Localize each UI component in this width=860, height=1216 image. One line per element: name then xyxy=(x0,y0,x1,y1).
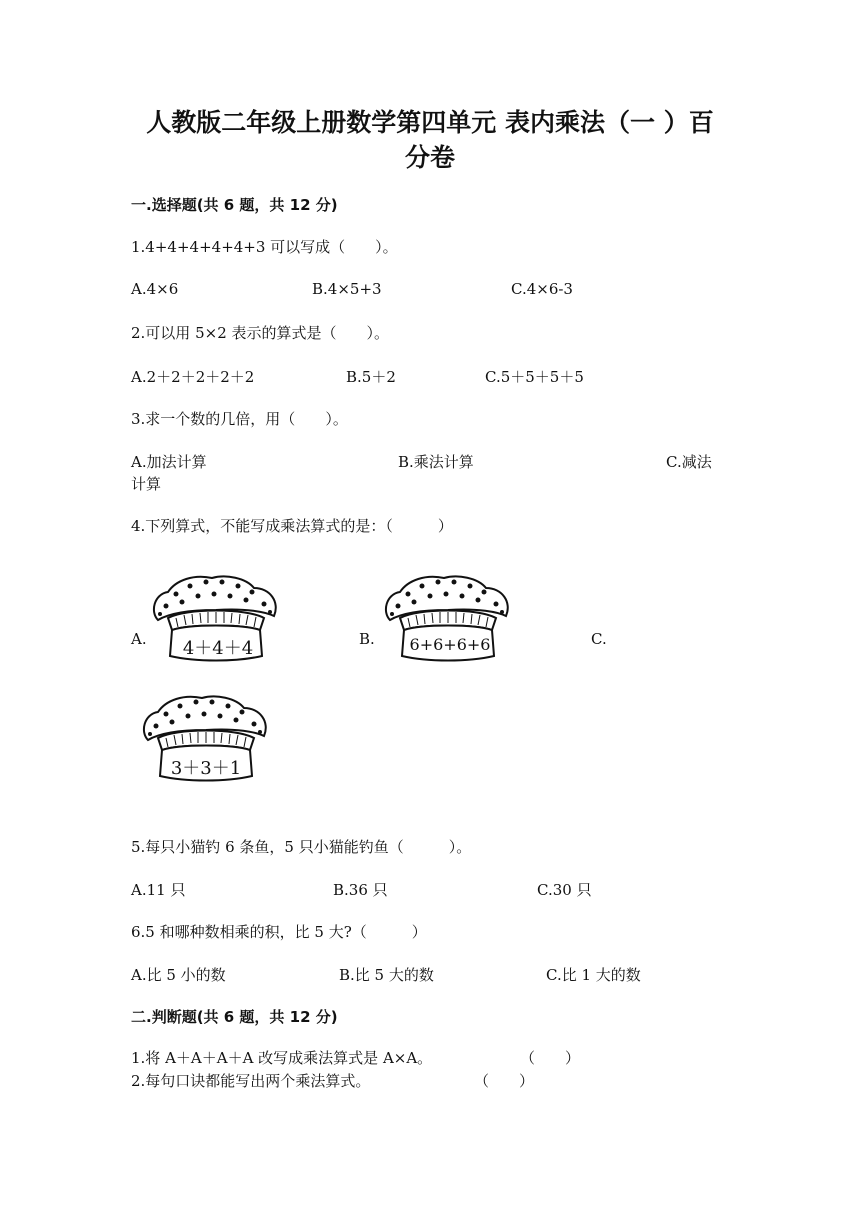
judge-question-2: 2.每句口诀都能写出两个乘法算式。 xyxy=(131,1072,371,1090)
section-heading-judge: 二.判断题(共 6 题，共 12 分) xyxy=(131,1008,338,1026)
hat-b-label: 6+6+6+6 xyxy=(409,635,491,654)
question-5: 5.每只小猫钓 6 条鱼，5 只小猫能钓鱼（ ）。 xyxy=(131,838,472,856)
question-2: 2.可以用 5×2 表示的算式是（ ）。 xyxy=(131,324,390,342)
q3-option-c: C.减法 xyxy=(666,453,712,471)
q1-option-b: B.4×5+3 xyxy=(312,280,382,298)
q3-option-a: A.加法计算 xyxy=(131,453,207,471)
judge-question-1-blank[interactable]: （ ） xyxy=(520,1049,581,1067)
q6-option-b: B.比 5 大的数 xyxy=(339,966,434,984)
judge-question-1: 1.将 A＋A＋A＋A 改写成乘法算式是 A×A。 xyxy=(131,1049,433,1067)
q5-option-c: C.30 只 xyxy=(537,881,592,899)
q6-option-a: A.比 5 小的数 xyxy=(131,966,226,984)
q2-option-a: A.2＋2＋2＋2＋2 xyxy=(131,368,255,386)
hat-a-label: 4＋4＋4 xyxy=(182,638,254,659)
question-1: 1.4+4+4+4+4+3 可以写成（ ）。 xyxy=(131,238,398,256)
q4-option-b: B. xyxy=(359,630,375,648)
question-4: 4.下列算式，不能写成乘法算式的是：（ ） xyxy=(131,517,453,535)
q5-option-a: A.11 只 xyxy=(131,881,186,899)
section-heading-choice: 一.选择题(共 6 题，共 12 分) xyxy=(131,196,338,214)
hat-image-a xyxy=(146,572,286,664)
q4-option-a: A. xyxy=(131,630,147,648)
hat-image-b xyxy=(378,572,518,664)
judge-question-2-blank[interactable]: （ ） xyxy=(474,1072,535,1090)
q3-option-b: B.乘法计算 xyxy=(398,453,474,471)
question-3: 3.求一个数的几倍，用（ ）。 xyxy=(131,410,348,428)
q2-option-b: B.5＋2 xyxy=(346,368,396,386)
q3-option-c-continuation: 计算 xyxy=(131,475,162,493)
q1-option-c: C.4×6-3 xyxy=(511,280,573,298)
page-title-cont: 分卷 xyxy=(404,143,455,172)
q4-option-c: C. xyxy=(591,630,607,648)
page-title: 人教版二年级上册数学第四单元 表内乘法（一 ）百 xyxy=(146,108,714,137)
q6-option-c: C.比 1 大的数 xyxy=(546,966,641,984)
q1-option-a: A.4×6 xyxy=(131,280,179,298)
q2-option-c: C.5＋5＋5＋5 xyxy=(485,368,584,386)
hat-c-label: 3＋3＋1 xyxy=(170,758,242,779)
hat-image-c xyxy=(136,692,276,784)
question-6: 6.5 和哪种数相乘的积，比 5 大?（ ） xyxy=(131,923,427,941)
q5-option-b: B.36 只 xyxy=(333,881,388,899)
